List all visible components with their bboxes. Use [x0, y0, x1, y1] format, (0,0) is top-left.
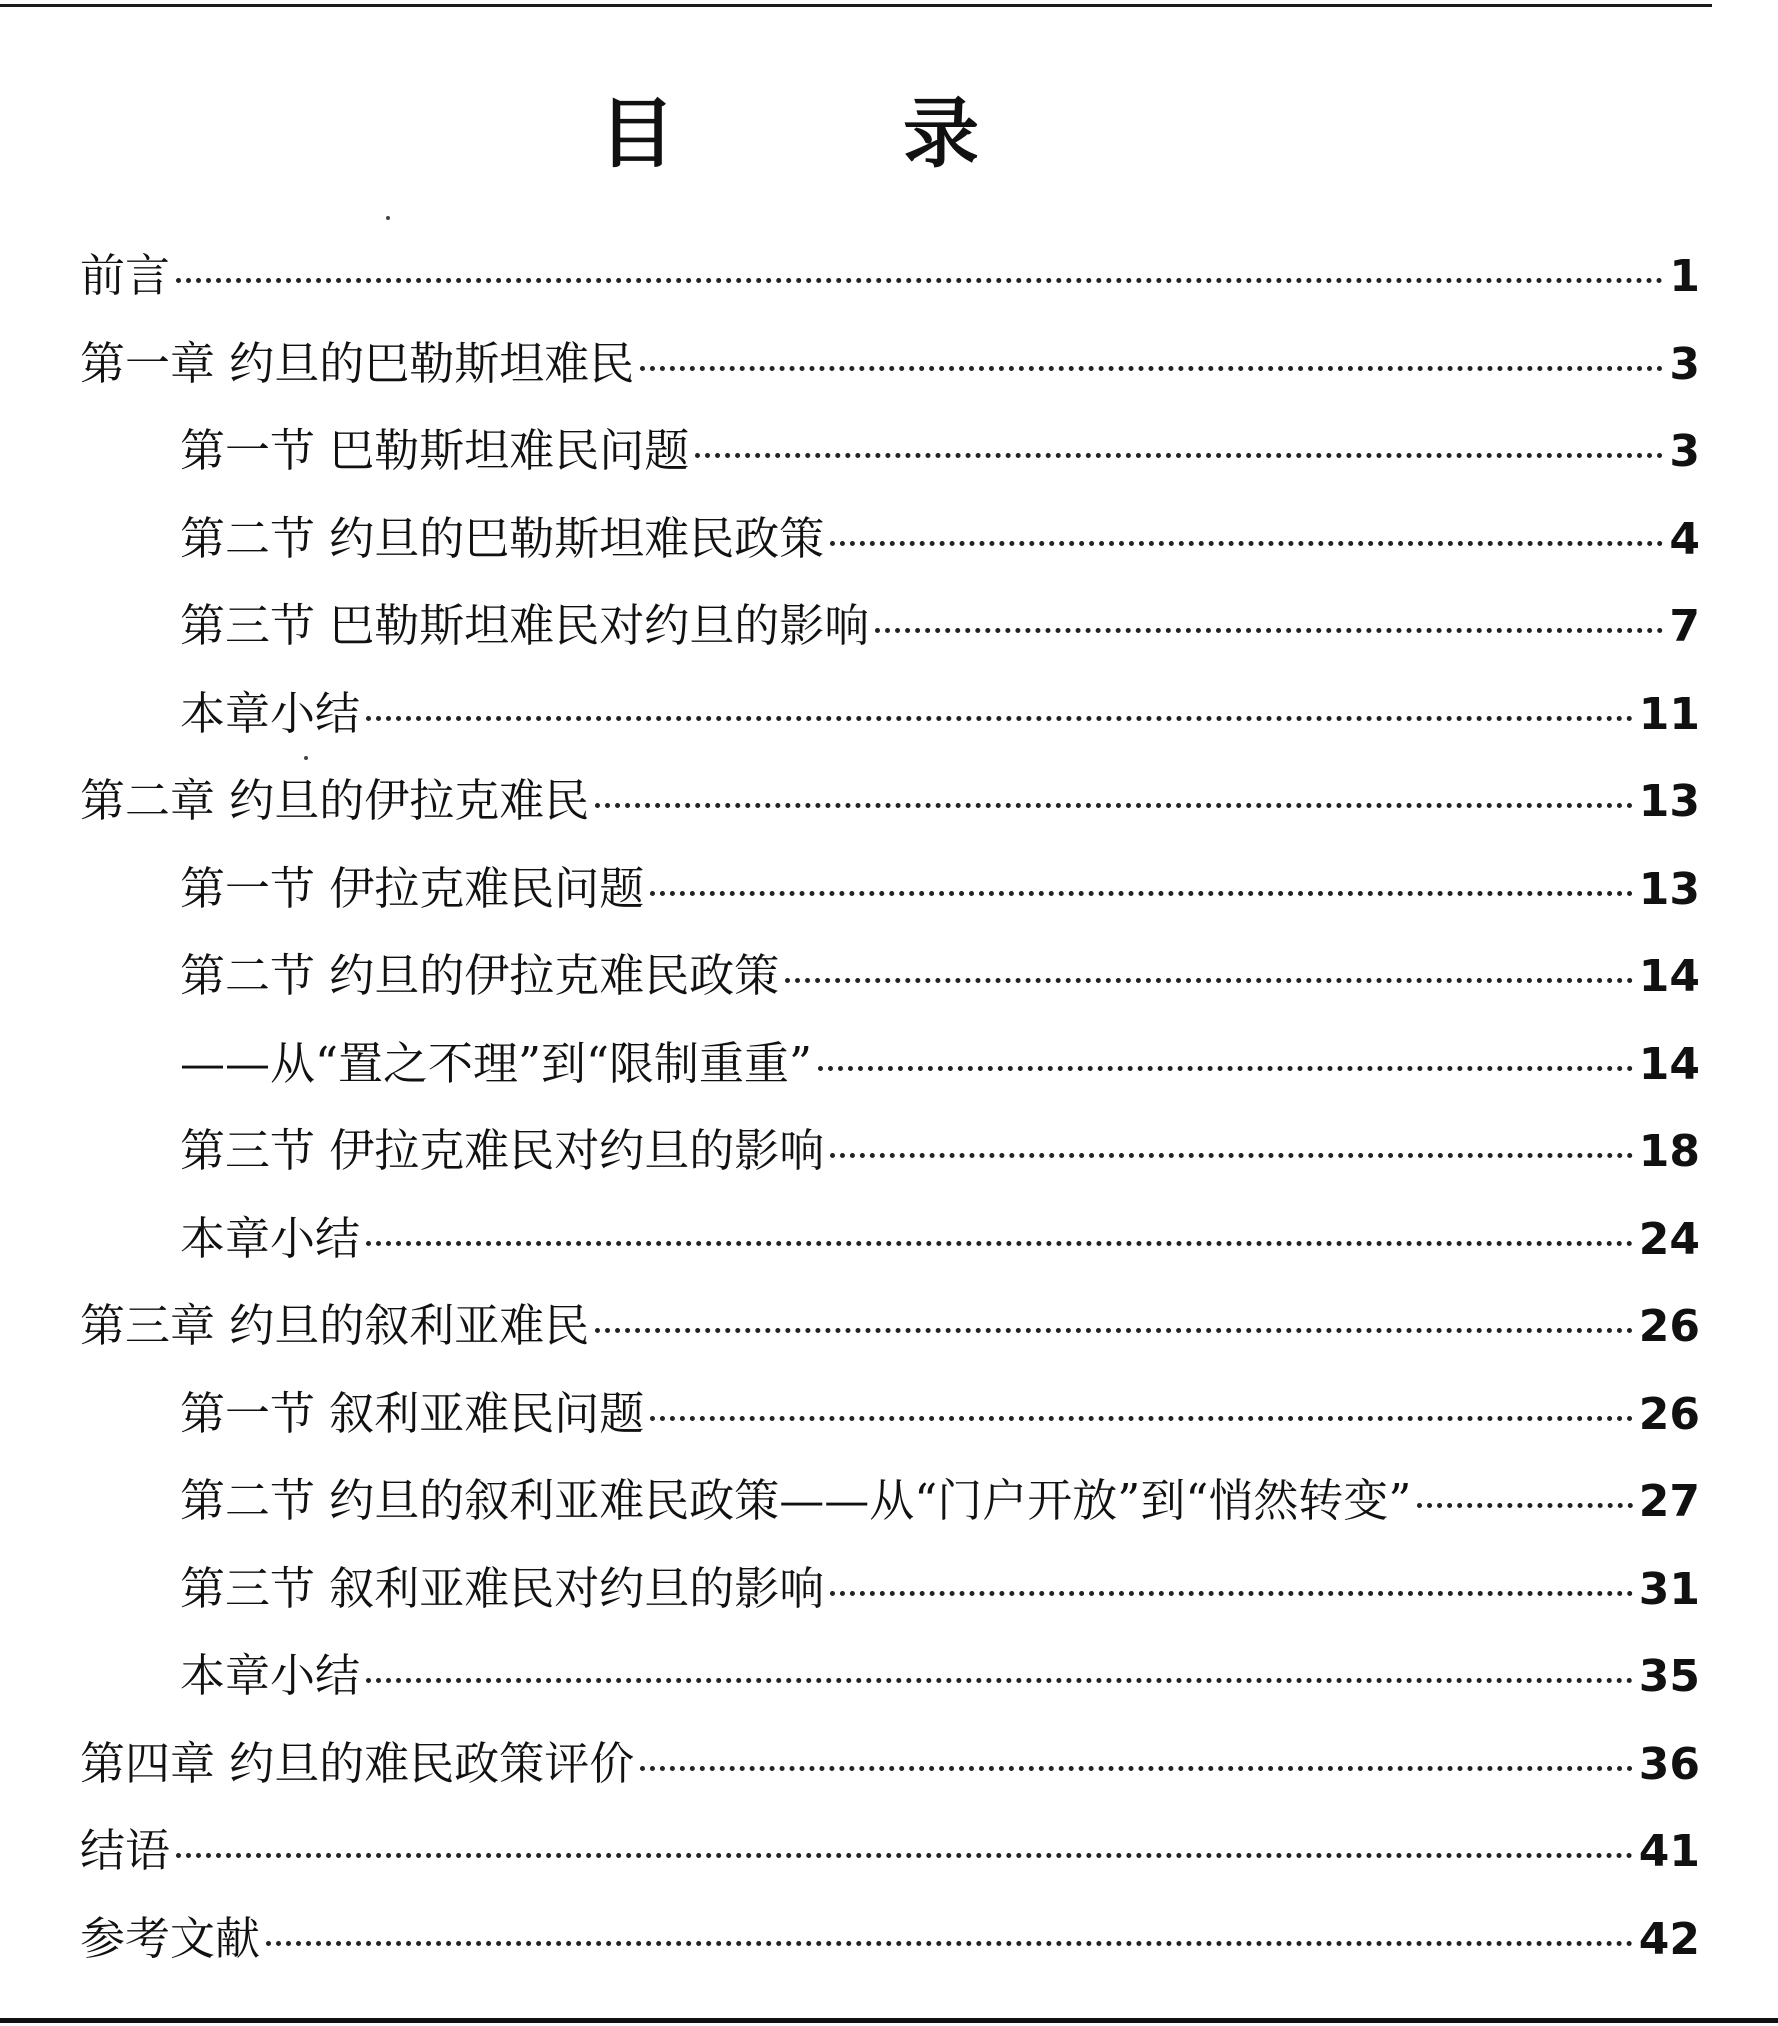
toc-page-number: 4 [1669, 513, 1700, 565]
dot-leader [650, 1416, 1632, 1421]
toc-entry-title: 第一节 巴勒斯坦难民问题 [180, 424, 690, 477]
dot-leader [830, 1591, 1632, 1596]
dot-leader [818, 1066, 1633, 1071]
toc-page-number: 7 [1669, 601, 1700, 652]
toc-entry[interactable] [80, 495, 1700, 583]
dot-leader [366, 1241, 1633, 1246]
toc-page-number: 42 [1638, 1913, 1700, 1965]
dot-leader [595, 803, 1632, 808]
toc-entry-title: 第三节 伊拉克难民对约旦的影响 [180, 1124, 825, 1177]
dot-leader [1417, 1503, 1632, 1508]
toc-entry-title: 第二节 约旦的伊拉克难民政策 [180, 949, 780, 1002]
toc-entry-title: 第一章 约旦的巴勒斯坦难民 [80, 336, 635, 390]
toc-page-number: 13 [1638, 776, 1700, 827]
toc-entry[interactable] [80, 845, 1700, 933]
toc-entry-title: 第二章 约旦的伊拉克难民 [80, 774, 590, 827]
toc-entry-title: 第三节 巴勒斯坦难民对约旦的影响 [180, 599, 870, 652]
toc-entry-title: 第四章 约旦的难民政策评价 [80, 1736, 635, 1790]
toc-entry[interactable] [80, 232, 1700, 320]
dot-leader [366, 1678, 1633, 1683]
dot-leader [640, 366, 1663, 371]
toc-entry[interactable] [80, 932, 1700, 1020]
toc-entry[interactable] [80, 320, 1700, 408]
toc-page-number: 1 [1669, 251, 1700, 302]
toc-entry[interactable] [80, 1632, 1700, 1720]
toc-entry[interactable] [80, 407, 1700, 495]
dot-leader [830, 541, 1663, 546]
toc-entry-title: 结语 [80, 1824, 171, 1877]
dot-leader [785, 978, 1632, 983]
toc-entry[interactable] [80, 582, 1700, 670]
table-of-contents [80, 232, 1700, 1982]
toc-entry[interactable] [80, 1107, 1700, 1195]
toc-entry-title: 第一节 叙利亚难民问题 [180, 1386, 645, 1440]
toc-page-number: 3 [1669, 338, 1700, 390]
bottom-rule [0, 2018, 1778, 2023]
toc-page-number: 11 [1638, 688, 1700, 740]
toc-entry[interactable] [80, 1282, 1700, 1370]
toc-entry-title: 第三章 约旦的叙利亚难民 [80, 1299, 590, 1352]
toc-entry[interactable] [80, 670, 1700, 758]
dot-leader [695, 453, 1663, 458]
toc-entry[interactable] [80, 757, 1700, 845]
toc-entry-title: 本章小结 [180, 1649, 361, 1702]
dot-leader [176, 278, 1663, 283]
toc-page-number: 41 [1638, 1826, 1700, 1877]
toc-entry-title: 第二节 约旦的叙利亚难民政策——从“门户开放”到“悄然转变” [180, 1474, 1412, 1527]
dot-leader [875, 628, 1663, 633]
toc-entry-title: 本章小结 [180, 686, 361, 740]
scan-speck [386, 216, 390, 220]
toc-entry-title: 参考文献 [80, 1911, 261, 1965]
top-rule [0, 4, 1712, 7]
toc-page-number: 35 [1638, 1651, 1700, 1702]
dot-leader [650, 891, 1632, 896]
toc-page-number: 31 [1638, 1563, 1700, 1615]
toc-entry-title: 第二节 约旦的巴勒斯坦难民政策 [180, 511, 825, 565]
toc-entry[interactable] [80, 1545, 1700, 1633]
dot-leader [830, 1153, 1632, 1158]
toc-entry-title: 第三节 叙利亚难民对约旦的影响 [180, 1561, 825, 1615]
scan-speck [304, 756, 308, 760]
dot-leader [595, 1328, 1632, 1333]
dot-leader [176, 1853, 1633, 1858]
toc-entry[interactable] [80, 1895, 1700, 1983]
toc-page-number: 18 [1638, 1126, 1700, 1177]
toc-page-number: 26 [1638, 1388, 1700, 1440]
toc-page-number: 24 [1638, 1213, 1700, 1265]
toc-page-number: 14 [1638, 1038, 1700, 1090]
toc-page-number: 13 [1638, 863, 1700, 915]
toc-entry[interactable] [80, 1807, 1700, 1895]
toc-entry[interactable] [80, 1370, 1700, 1458]
toc-entry-title: ——从“置之不理”到“限制重重” [180, 1036, 813, 1090]
toc-page-number: 26 [1638, 1301, 1700, 1352]
toc-page-number: 14 [1638, 951, 1700, 1002]
toc-page-number: 3 [1669, 426, 1700, 477]
toc-entry[interactable] [80, 1020, 1700, 1108]
toc-entry[interactable] [80, 1457, 1700, 1545]
toc-page-number: 27 [1638, 1476, 1700, 1527]
dot-leader [366, 716, 1633, 721]
toc-entry[interactable] [80, 1195, 1700, 1283]
toc-entry[interactable] [80, 1720, 1700, 1808]
dot-leader [266, 1941, 1633, 1946]
dot-leader [640, 1766, 1632, 1771]
toc-entry-title: 前言 [80, 249, 171, 302]
page-title: 目 录 [599, 88, 1055, 178]
toc-entry-title: 本章小结 [180, 1211, 361, 1265]
toc-entry-title: 第一节 伊拉克难民问题 [180, 861, 645, 915]
toc-page-number: 36 [1638, 1738, 1700, 1790]
